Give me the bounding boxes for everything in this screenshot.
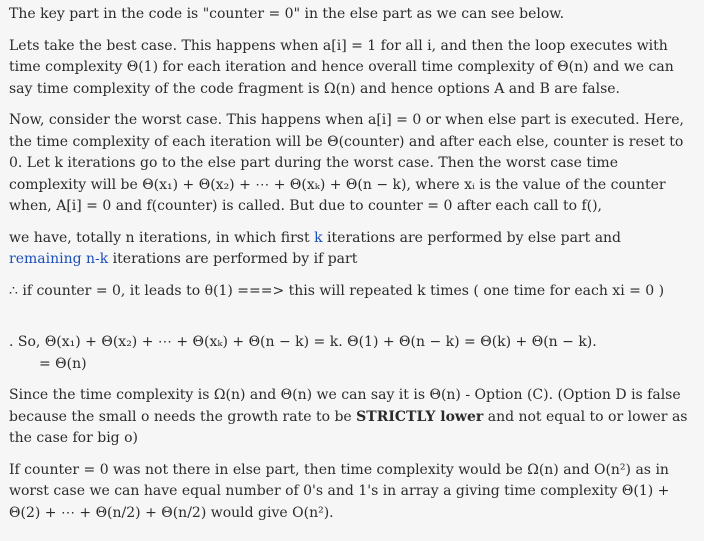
intro-paragraph: The key part in the code is "counter = 0" in the else part as we can see below. (9, 6, 565, 22)
best-case-paragraph: Lets take the best case. This happens when a[i] = 1 for all i, and then the loop executes with time complexity Θ(1) for each iteration and hence overall time complexity of Θ(n) and we can say time complexity of the code fragment is Ω(n) and hence options A and B are false. (9, 37, 674, 97)
worst-case-paragraph: Now, consider the worst case. This happens when a[i] = 0 or when else part is executed. Here, the time complexity of each iteration will be Θ(counter) and after each else, counter is reset to 0. Let k iterations go to the else part during the worst case. Then the worst case time complexity will be Θ(x₁) + Θ(x₂) + ⋯ + Θ(xₖ) + Θ(n − k), where xᵢ is the value of the counter when, A[i] = 0 and f(counter) is called. But due to counter = 0 after each call to f(), (9, 112, 684, 214)
iterations-text-a: we have, totally n iterations, in which first (9, 229, 315, 246)
alternative-paragraph: If counter = 0 was not there in else part, then time complexity would be Ω(n) and O(n²) as in worst case we can have equal number of 0's and 1's in array a giving time complexity Θ(1) + Θ(2) + ⋯ + Θ(n/2) + Θ(n/2) would give O(n²). (9, 461, 670, 521)
iterations-text-b: iterations are performed by else part and (322, 229, 622, 246)
iterations-paragraph (9, 228, 694, 271)
k-link[interactable]: k (314, 229, 323, 246)
conclusion-text-b: and not equal to or lower as the case for big o) (9, 408, 688, 446)
sum-equation-line2: = Θ(n) (39, 355, 87, 372)
conclusion-text-a: Since the time complexity is Ω(n) and Θ(n) we can say it is Θ(n) - Option (C). (Option D is false because the small o needs the growth rate to be (9, 387, 681, 425)
sum-equation-line1: . So, Θ(x₁) + Θ(x₂) + ⋯ + Θ(xₖ) + Θ(n − k) = k. Θ(1) + Θ(n − k) = Θ(k) + Θ(n − k). (9, 334, 597, 350)
strictly-lower-bold: STRICTLY lower (356, 408, 484, 425)
conclusion-paragraph (9, 385, 694, 450)
therefore-paragraph: ∴ if counter = 0, it leads to θ(1) ===> this will repeated k times ( one time for each xi = 0 ) (9, 282, 665, 299)
remaining-link[interactable]: remaining n-k (9, 251, 109, 267)
iterations-text-c: iterations are performed by if part (108, 251, 358, 267)
